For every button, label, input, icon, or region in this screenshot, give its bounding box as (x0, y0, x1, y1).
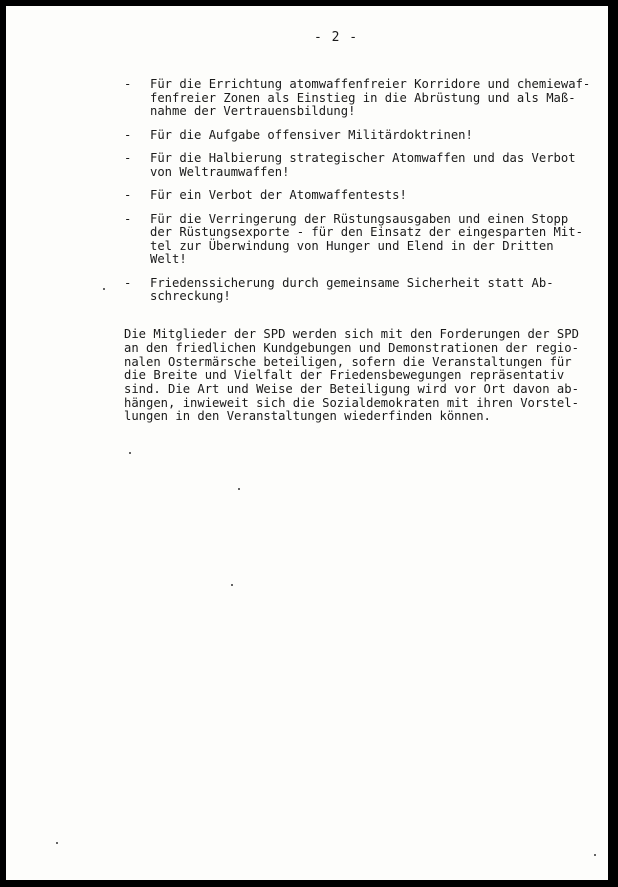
scan-speck (231, 584, 233, 586)
list-item-text: Für die Halbierung strategischer Atomwaffen und das Verbot von Weltraumwaffen! (150, 151, 576, 179)
list-item (124, 277, 594, 304)
scan-speck (594, 854, 596, 856)
scan-speck (103, 288, 105, 290)
scan-speck (56, 842, 58, 844)
bullet-dash: - (124, 151, 132, 165)
bullet-dash: - (124, 127, 132, 142)
list-item-text: Für ein Verbot der Atomwaffentests! (150, 188, 407, 202)
list-item (124, 213, 594, 267)
list-item-text: Für die Verringerung der Rüstungsausgaben und einen Stopp der Rüstungsexporte - für den Einsatz der eingesparten Mit- tel zur Überwindung von Hunger und Elend in der Dritten Welt! (150, 211, 583, 266)
scan-speck (238, 488, 240, 490)
list-item (124, 189, 594, 203)
document-page (6, 6, 608, 880)
demands-list (124, 78, 594, 314)
closing-paragraph: Die Mitglieder der SPD werden sich mit den Forderungen der SPD an den friedlichen Kundgebungen und Demonstrationen der regio- nalen Ostermärsche beteiligen, sofern die Veranstaltungen für die Breite und Vielfalt der Friedensbewegungen repräsentativ sind. Die Art und Weise der Beteiligung wird vor Ort davon ab- hängen, inwieweit sich die Sozialdemokraten mit ihren Vorstel- lungen in den Veranstaltungen wiederfinden können. (124, 327, 579, 424)
page-number: - 2 - (314, 30, 359, 45)
list-item-text: Für die Errichtung atomwaffenfreier Korridore und chemiewaf- fenfreier Zonen als Einstieg in die Abrüstung und als Maß- nahme der Vertrauensbildung! (150, 77, 591, 118)
list-item (124, 78, 594, 119)
bullet-dash: - (124, 188, 132, 202)
list-item-text: Friedenssicherung durch gemeinsame Sicherheit statt Ab- schreckung! (150, 275, 554, 303)
list-item (124, 129, 594, 143)
bullet-dash: - (124, 211, 132, 226)
list-item (124, 152, 594, 179)
bullet-dash: - (124, 77, 132, 91)
list-item-text: Für die Aufgabe offensiver Militärdoktrinen! (150, 127, 473, 142)
scan-speck (129, 452, 131, 454)
bullet-dash: - (124, 275, 132, 290)
